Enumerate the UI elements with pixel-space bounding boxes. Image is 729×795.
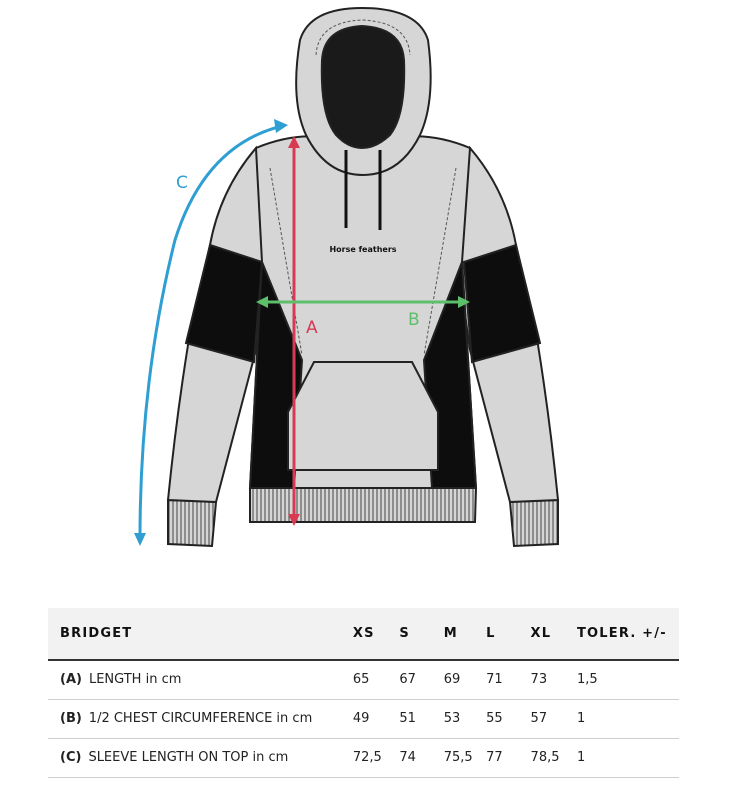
hood-opening [322,26,404,148]
row-key: (A) [60,672,82,688]
cell-tolerance: 1 [576,750,586,765]
size-xl-header: XL [530,626,552,641]
cell-xl: 57 [530,711,548,726]
cell-m: 69 [443,672,461,688]
row-label: LENGTH in cm [88,672,182,688]
cell-xs: 72,5 [352,750,382,765]
right-cuff [510,500,558,546]
front-pocket [288,362,438,470]
table-header-row [48,608,679,660]
cell-xl: 73 [530,672,548,688]
size-m-header: M [443,626,458,641]
cell-s: 67 [399,672,416,688]
row-label: SLEEVE LENGTH ON TOP in cm [88,750,289,765]
cell-s: 74 [399,750,416,765]
left-cuff [168,500,216,546]
row-key: (B) [60,711,82,726]
cell-s: 51 [399,711,416,726]
table-row [48,738,679,777]
left-sleeve-panel [186,245,262,362]
size-xs-header: XS [352,626,375,641]
table-row [48,699,679,738]
cell-l: 71 [486,672,503,688]
tolerance-header: TOLER. +/- [576,626,667,641]
cell-l: 55 [486,711,503,726]
product-name-header: BRIDGET [60,626,133,641]
table-row [48,660,679,699]
chest-label: B [408,310,420,330]
size-l-header: L [486,626,496,641]
right-sleeve-panel [464,245,540,362]
row-label: 1/2 CHEST CIRCUMFERENCE in cm [88,711,313,726]
sleeve-label: C [176,173,188,193]
cell-tolerance: 1,5 [576,672,598,688]
length-label: A [306,318,318,338]
hem-rib [250,488,476,522]
logo: Horse feathers [329,245,397,254]
cell-tolerance: 1 [576,711,586,726]
cell-m: 75,5 [443,750,473,765]
cell-xs: 65 [352,672,370,688]
cell-xs: 49 [352,711,370,726]
cell-m: 53 [443,711,461,726]
size-s-header: S [399,626,410,641]
cell-xl: 78,5 [530,750,560,765]
cell-l: 77 [486,750,503,765]
size-chart-table [48,608,679,778]
row-key: (C) [60,750,82,765]
